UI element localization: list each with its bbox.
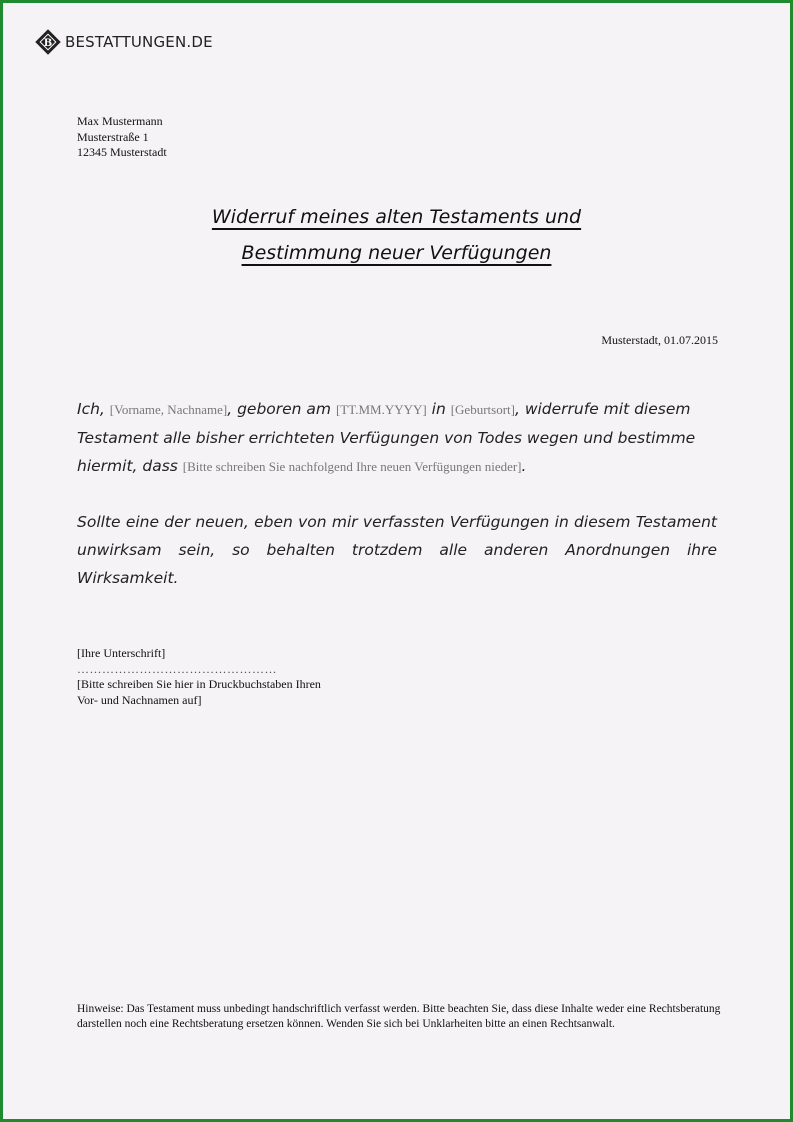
severability-paragraph: Sollte eine der neuen, eben von mir verfassten Verfügungen in diesem Testament unwirksam sein, so behalten trotzdem alle anderen Anordnungen ihre Wirksamkeit. [77,513,717,587]
legal-notice: Hinweise: Das Testament muss unbedingt handschriftlich verfasst werden. Bitte beachten Sie, dass diese Inhalte weder eine Rechtsberatung darstellen noch eine Rechtsberatung ersetzen können. Wenden Sie sich bei Unklarheiten bitte an einen Rechtsanwalt. [77,1003,721,1030]
para1-text-2: , geboren am [227,400,336,418]
diamond-b-logo-icon [35,29,61,55]
para1-text-1: Ich, [77,400,110,418]
placeholder-name: [Vorname, Nachname] [109,402,228,417]
para1-text-4: , widerrufe mit diesem Testament alle bisher errichteten Verfügungen von Todes wegen und bestimme hiermit, dass [77,400,696,475]
print-name-instruction-2: Vor- und Nachnamen auf] [77,692,202,707]
title-line-2: Bestimmung neuer Verfügungen [241,242,552,264]
revocation-paragraph [77,395,717,481]
placeholder-birthdate: [TT.MM.YYYY] [335,402,427,417]
brand-name: BESTATTUNGEN.DE [65,33,213,51]
para1-text-5: . [521,457,527,475]
placeholder-birthplace: [Geburtsort] [450,402,515,417]
sender-address [77,114,167,161]
sender-name: Max Mustermann [77,114,163,128]
logo-letter: B [43,38,53,49]
sender-street: Musterstraße 1 [77,129,149,144]
brand-logo[interactable] [35,29,213,55]
place-date: Musterstadt, 01.07.2015 [601,333,718,347]
signature-label: [Ihre Unterschrift] [77,646,166,660]
print-name-instruction-1: [Bitte schreiben Sie hier in Druckbuchstaben Ihren [77,677,321,691]
signature-line: ………………………………………… [77,661,277,676]
document-title [3,199,790,271]
placeholder-provisions: [Bitte schreiben Sie nachfolgend Ihre neuen Verfügungen nieder] [182,459,522,474]
title-line-1: Widerruf meines alten Testaments und [211,206,582,228]
sender-city: 12345 Musterstadt [77,145,167,159]
para1-text-3: in [426,400,451,418]
document-page [3,3,790,1119]
signature-block [77,646,321,708]
